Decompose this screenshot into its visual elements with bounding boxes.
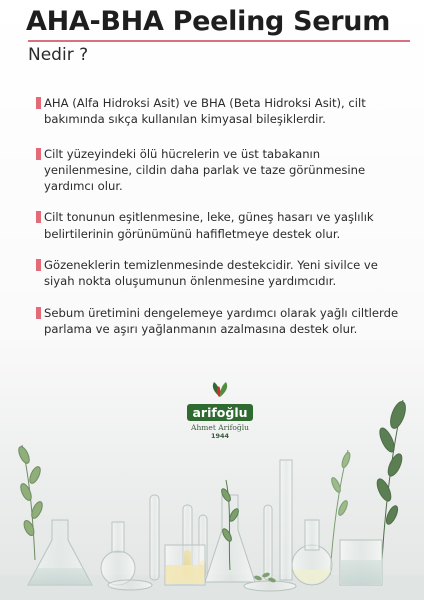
- list-item: [44, 209, 404, 242]
- bullet-bar: [36, 148, 41, 160]
- bullet-bar: [36, 259, 41, 271]
- list-item: [44, 146, 404, 195]
- list-item-text: Gözeneklerin temizlenmesinde destekcidir. Yeni sivilce ve siyah nokta oluşumunun önlenmesine yardımcıdır.: [44, 258, 378, 289]
- bullet-bar: [36, 307, 41, 319]
- info-list: [44, 95, 404, 351]
- list-item: [44, 305, 404, 338]
- brand-year: 1944: [210, 432, 230, 440]
- list-item-text: AHA (Alfa Hidroksi Asit) ve BHA (Beta Hidroksi Asit), cilt bakımında sıkça kullanılan kimyasal bileşiklerdir.: [44, 96, 366, 127]
- lab-glassware-illustration: [0, 400, 424, 600]
- list-item: [44, 95, 404, 128]
- page-title: AHA-BHA Peeling Serum: [26, 6, 391, 37]
- list-item-text: Sebum üretimini dengelemeye yardımcı olarak yağlı ciltlerde parlama ve aşırı yağlanmanın azalmasına destek olur.: [44, 305, 399, 336]
- leaf-icon: [205, 380, 235, 398]
- bullet-bar: [36, 97, 41, 109]
- list-item-text: Cilt tonunun eşitlenmesine, leke, güneş hasarı ve yaşlılık belirtilerinin görünümünü hafifletmeye destek olur.: [44, 210, 374, 241]
- list-item: [44, 257, 404, 290]
- brand-name: Ahmet Arifoğlu: [191, 423, 249, 432]
- title-underline: [28, 40, 410, 42]
- bullet-bar: [36, 211, 41, 223]
- brand-wordmark: arifoğlu: [187, 404, 252, 421]
- list-item-text: Cilt yüzeyindeki ölü hücrelerin ve üst tabakanın yenilenmesine, cildin daha parlak ve taze görünmesine yardımcı olur.: [44, 146, 366, 194]
- page-subtitle: Nedir ?: [28, 45, 89, 65]
